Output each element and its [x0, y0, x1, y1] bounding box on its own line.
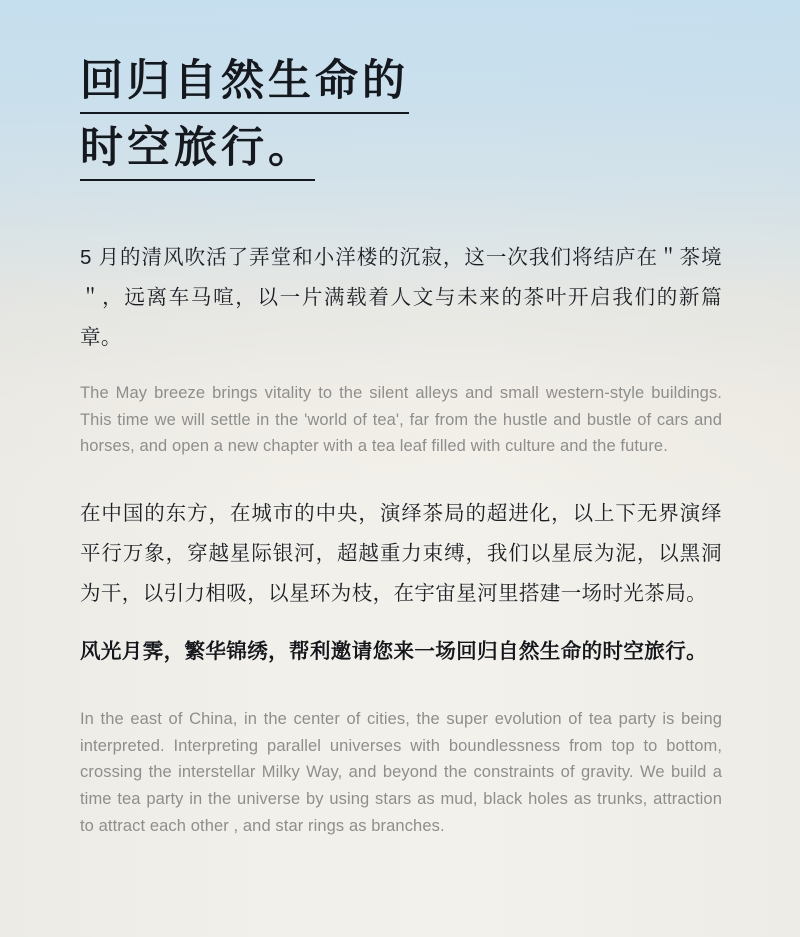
main-paragraph-chinese: 在中国的东方，在城市的中央，演绎茶局的超进化，以上下无界演绎平行万象，穿越星际银河，超越重力束缚，我们以星辰为泥，以黑洞为干，以引力相吸，以星环为枝，在宇宙星河里搭建一场时光茶局。 [80, 502, 722, 605]
main-paragraph-english: In the east of China, in the center of cities, the super evolution of tea party is being interpreted. Interpreting parallel universes with boundlessness from top to bottom, crossing the interstellar Milky Way, and beyond the constraints of gravity. We build a time tea party in the universe by using stars as mud, black holes as trunks, attraction to attract each other , and star rings as branches. [80, 709, 722, 835]
page-title [80, 57, 722, 181]
page-title-line-2: 时空旅行。 [80, 127, 315, 181]
spacer-2 [80, 460, 722, 494]
intro-paragraph-chinese: 5 月的清风吹活了弄堂和小洋楼的沉寂，这一次我们将结庐在＂茶境＂，远离车马喧，以一片满载着人文与未来的茶叶开启我们的新篇章。 [80, 246, 722, 349]
spacer-1 [80, 358, 722, 380]
highlight-paragraph-chinese: 风光月霁，繁华锦绣，帮利邀请您来一场回归自然生命的时空旅行。 [80, 639, 707, 663]
spacer-4 [80, 672, 722, 706]
intro-paragraph-english: The May breeze brings vitality to the silent alleys and small western-style buildings. This time we will settle in the 'world of tea', far from the hustle and bustle of cars and horses, and open a new chapter with a tea leaf filled with culture and the future. [80, 383, 722, 456]
spacer-after-title [80, 194, 722, 238]
page-title-line-1: 回归自然生命的 [80, 60, 409, 114]
spacer-3 [80, 614, 722, 632]
